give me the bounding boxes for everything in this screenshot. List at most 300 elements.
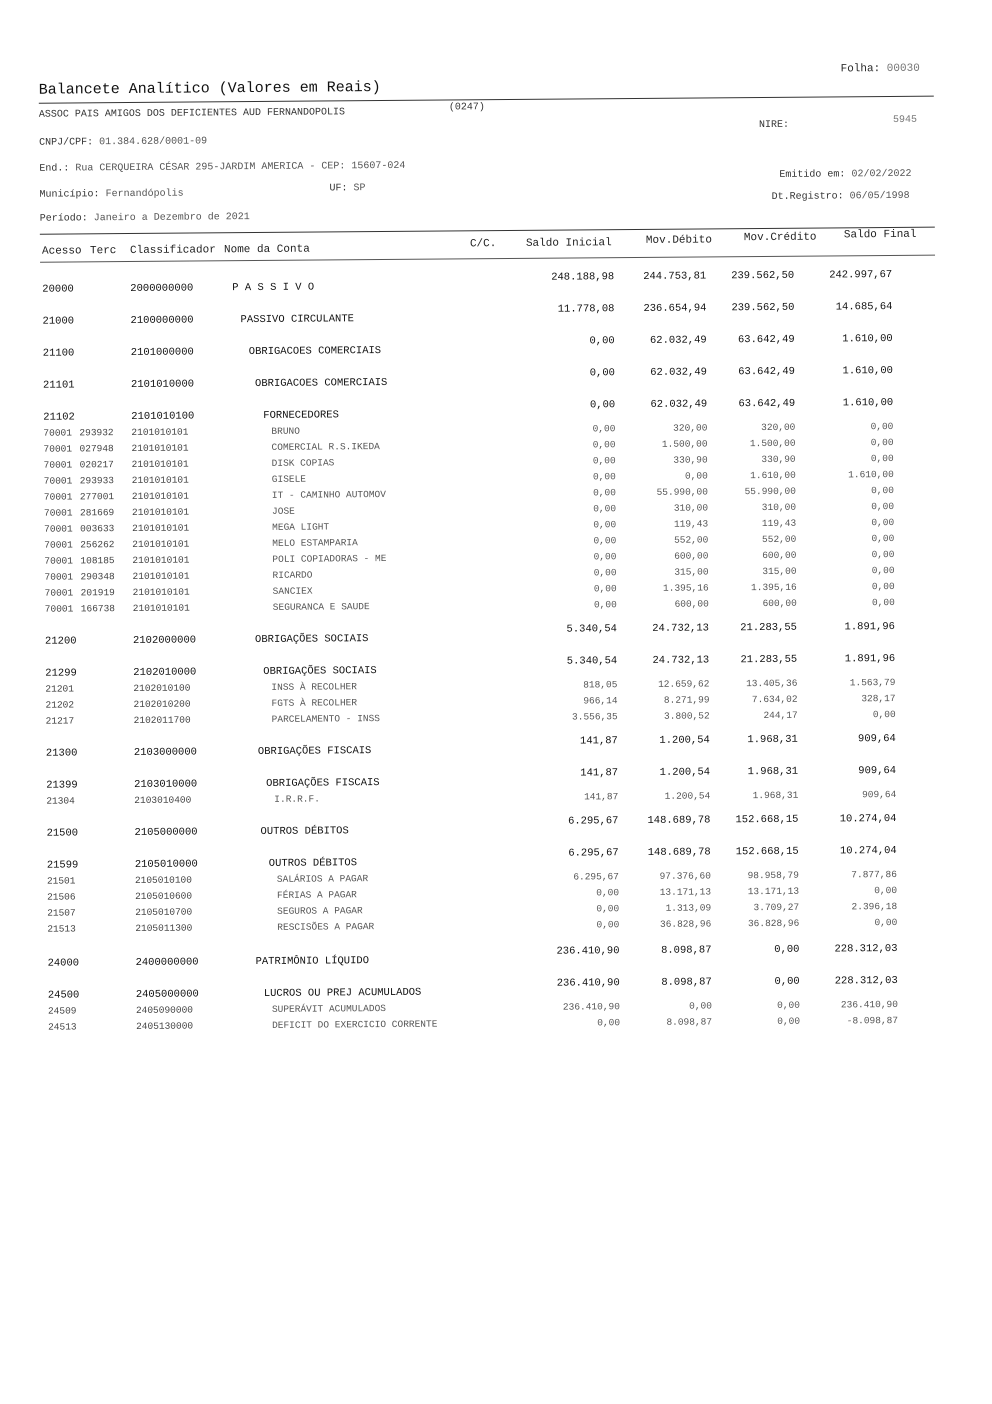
account-code: 70001: [43, 475, 73, 487]
saldo-inicial: 0,00: [593, 487, 616, 499]
mov-credito: 244,17: [763, 709, 798, 722]
account-code: 21599: [46, 859, 79, 872]
saldo-final: 0,00: [872, 708, 896, 721]
saldo-inicial: 0,00: [596, 903, 620, 915]
mov-debito: 0,00: [684, 470, 708, 482]
classifier-code: 2102011700: [133, 714, 191, 726]
saldo-final: 2.396,18: [851, 900, 898, 913]
saldo-final: 0,00: [870, 452, 894, 465]
uf-value: SP: [353, 183, 366, 195]
third-party-code: 003633: [80, 523, 115, 535]
classifier-code: 2102010200: [133, 698, 191, 710]
periodo-value: Janeiro a Dezembro de 2021: [93, 212, 250, 225]
table-row: [44, 620, 945, 652]
saldo-final: 0,00: [874, 884, 898, 897]
saldo-inicial: 0,00: [593, 519, 617, 531]
mov-credito: 63.642,49: [737, 333, 795, 347]
endereco-value: Rua CERQUEIRA CÉSAR 295-JARDIM AMERICA - CEP: 15607-024: [75, 160, 406, 175]
saldo-inicial: 0,00: [592, 423, 616, 435]
classifier-code: 2103010000: [134, 778, 198, 791]
account-code: 21201: [45, 683, 74, 695]
saldo-final: 909,64: [862, 788, 897, 801]
classifier-code: 2101000000: [130, 346, 194, 359]
saldo-final: 14.685,64: [835, 301, 893, 314]
col-mov-debito: Mov.Débito: [645, 234, 712, 247]
registro-label: Dt.Registro:: [771, 191, 844, 203]
saldo-final: 0,00: [870, 420, 894, 433]
third-party-code: 166738: [80, 603, 116, 615]
mov-credito: 152.668,15: [735, 813, 799, 827]
account-name: POLI COPIADORAS - ME: [272, 552, 387, 565]
account-code: 70001: [44, 571, 74, 583]
mov-debito: 3.800,52: [663, 710, 710, 722]
mov-debito: 12.659,62: [658, 678, 710, 690]
registro-value: 06/05/1998: [849, 190, 910, 203]
col-acesso: Acesso: [41, 245, 82, 258]
account-name: DISK COPIAS: [271, 457, 335, 469]
folha-value: 00030: [886, 62, 920, 76]
classifier-code: 2405000000: [135, 988, 199, 1001]
classifier-code: 2405130000: [136, 1020, 194, 1032]
mov-credito: 63.642,49: [738, 397, 796, 411]
account-code: 21100: [42, 347, 75, 360]
account-code: 24509: [47, 1005, 77, 1017]
mov-debito: 320,00: [673, 422, 708, 434]
table-row: [42, 364, 943, 396]
saldo-inicial: 5.340,54: [566, 655, 618, 668]
mov-debito: 8.098,87: [666, 1016, 713, 1028]
mov-debito: 330,90: [673, 454, 708, 466]
classifier-code: 2101010101: [131, 458, 189, 470]
mov-debito: 1.395,16: [662, 582, 709, 594]
third-party-code: 290348: [80, 571, 115, 583]
account-name: SUPERÁVIT ACUMULADOS: [271, 1002, 387, 1015]
mov-debito: 1.200,54: [664, 790, 711, 802]
account-code: 70001: [44, 555, 73, 567]
classifier-code: 2101010000: [130, 378, 195, 391]
account-code: 24500: [47, 989, 80, 1002]
mov-credito: 1.968,31: [747, 765, 799, 779]
mov-credito: 119,43: [761, 517, 797, 530]
uf-label: UF:: [329, 183, 348, 195]
mov-debito: 36.828,96: [659, 918, 712, 930]
saldo-inicial: 141,87: [584, 791, 619, 803]
account-name: OBRIGAÇÕES SOCIAIS: [263, 665, 377, 678]
third-party-code: 201919: [80, 587, 115, 599]
saldo-inicial: 0,00: [592, 471, 616, 483]
folha-label: Folha:: [840, 63, 881, 76]
saldo-final: 1.610,00: [842, 396, 894, 410]
mov-credito: 13.171,13: [747, 885, 800, 898]
account-code: 21202: [45, 699, 75, 711]
account-name: PARCELAMENTO - INSS: [271, 713, 381, 725]
mov-credito: 1.968,31: [747, 733, 798, 747]
account-name: OUTROS DÉBITOS: [260, 825, 349, 838]
saldo-final: 10.274,04: [839, 812, 897, 826]
saldo-inicial: 236.410,90: [556, 977, 620, 990]
saldo-inicial: 141,87: [579, 735, 618, 748]
saldo-final: 1.891,96: [844, 620, 895, 634]
account-name: SALÁRIOS A PAGAR: [276, 873, 369, 885]
mov-debito: 148.689,78: [647, 814, 711, 827]
table-row: [42, 269, 942, 300]
account-code: 21304: [46, 795, 75, 807]
third-party-code: 293932: [79, 427, 114, 439]
entity-code: (0247): [448, 102, 485, 114]
mov-credito: 0,00: [777, 999, 800, 1011]
saldo-inicial: 248.188,98: [551, 271, 615, 284]
third-party-code: 027948: [79, 443, 114, 455]
account-name: IT - CAMINHO AUTOMOV: [271, 488, 386, 501]
third-party-code: 293933: [79, 475, 115, 487]
saldo-final: 0,00: [871, 500, 895, 513]
account-code: 21506: [47, 891, 76, 903]
account-name: FÉRIAS A PAGAR: [276, 889, 357, 901]
account-code: 21513: [47, 923, 76, 935]
account-name: RESCISÕES A PAGAR: [277, 921, 375, 933]
account-code: 21000: [42, 315, 75, 328]
saldo-final: 0,00: [871, 484, 894, 497]
classifier-code: 2101010101: [131, 474, 189, 486]
classifier-code: 2101010101: [132, 602, 190, 614]
account-code: 70001: [44, 603, 74, 615]
saldo-inicial: 0,00: [596, 919, 620, 931]
saldo-inicial: 6.295,67: [568, 847, 619, 860]
mov-debito: 236.654,94: [643, 302, 707, 315]
saldo-inicial: 3.556,35: [571, 711, 618, 723]
account-name: PATRIMÔNIO LÍQUIDO: [255, 955, 370, 969]
saldo-inicial: 0,00: [593, 583, 617, 595]
saldo-inicial: 6.295,67: [573, 871, 619, 883]
saldo-final: 236.410,90: [840, 998, 898, 1011]
mov-debito: 8.098,87: [661, 944, 712, 957]
classifier-code: 2101010101: [131, 506, 190, 518]
saldo-inicial: 0,00: [593, 503, 617, 515]
saldo-final: 1.563,79: [849, 676, 896, 689]
col-mov-credito: Mov.Crédito: [743, 231, 817, 245]
registro: [772, 191, 910, 203]
saldo-inicial: 0,00: [596, 887, 620, 899]
mov-debito: 315,00: [674, 566, 709, 578]
saldo-final: 0,00: [870, 436, 894, 449]
saldo-final: 1.610,00: [848, 468, 894, 481]
mov-credito: 55.990,00: [744, 485, 796, 498]
col-nome: Nome da Conta: [223, 243, 310, 257]
uf: [329, 183, 365, 194]
saldo-inicial: 0,00: [589, 367, 615, 380]
classifier-code: 2101010101: [131, 490, 189, 502]
third-party-code: 108185: [80, 555, 115, 567]
table-row: [47, 942, 948, 974]
account-code: 24513: [48, 1021, 77, 1033]
mov-debito: 8.098,87: [661, 976, 712, 989]
classifier-code: 2102010000: [133, 666, 197, 679]
saldo-final: 228.312,03: [834, 974, 898, 988]
mov-debito: 600,00: [674, 550, 709, 562]
cnpj-value: 01.384.628/0001-09: [99, 136, 208, 149]
classifier-code: 2101010100: [131, 410, 195, 423]
account-name: P A S S I V O: [232, 281, 315, 295]
mov-debito: 1.313,09: [665, 902, 712, 914]
account-name: FGTS À RECOLHER: [271, 697, 358, 709]
saldo-inicial: 0,00: [589, 335, 615, 348]
mov-credito: 3.709,27: [753, 901, 800, 914]
saldo-final: 909,64: [857, 732, 896, 746]
saldo-final: 0,00: [871, 516, 895, 529]
mov-debito: 119,43: [673, 518, 709, 530]
third-party-code: 281669: [79, 507, 115, 519]
saldo-final: 0,00: [871, 580, 895, 593]
mov-credito: 0,00: [774, 975, 800, 988]
mov-debito: 552,00: [674, 534, 709, 546]
saldo-final: 10.274,04: [839, 844, 897, 858]
account-code: 21507: [47, 907, 76, 919]
mov-debito: 97.376,60: [659, 870, 711, 882]
saldo-final: 0,00: [871, 564, 895, 577]
account-name: DEFICIT DO EXERCICIO CORRENTE: [272, 1018, 438, 1031]
mov-debito: 24.732,13: [652, 622, 710, 635]
mov-debito: 62.032,49: [650, 398, 708, 411]
account-name: JOSE: [271, 505, 295, 517]
entity-name: ASSOC PAIS AMIGOS DOS DEFICIENTES AUD FERNANDOPOLIS: [38, 107, 346, 121]
account-name: OBRIGACOES COMERCIAIS: [254, 376, 388, 391]
mov-debito: 0,00: [689, 1000, 712, 1012]
saldo-inicial: 0,00: [597, 1017, 621, 1029]
account-name: SEGUROS A PAGAR: [277, 905, 363, 917]
saldo-inicial: 236.410,90: [556, 945, 620, 958]
saldo-inicial: 0,00: [593, 599, 617, 611]
mov-credito: 0,00: [774, 943, 800, 956]
saldo-final: 0,00: [871, 548, 895, 561]
balancete-table: [42, 261, 942, 1033]
table-row: [42, 301, 942, 332]
saldo-inicial: 11.778,08: [557, 303, 615, 316]
col-cc: C/C.: [469, 238, 497, 251]
classifier-code: 2101010101: [131, 442, 189, 454]
classifier-code: 2101010101: [132, 538, 190, 550]
account-code: 70001: [44, 523, 73, 535]
nire-value: 5945: [892, 114, 918, 126]
cnpj: [39, 136, 207, 148]
saldo-final: 242.997,67: [829, 269, 893, 282]
saldo-inicial: 141,87: [580, 767, 619, 780]
folha: [841, 63, 920, 76]
account-name: SEGURANCA E SAUDE: [272, 601, 370, 613]
account-name: OBRIGACOES COMERCIAIS: [248, 345, 382, 359]
mov-debito: 600,00: [674, 598, 709, 610]
mov-credito: 315,00: [762, 565, 797, 578]
account-name: PASSIVO CIRCULANTE: [240, 313, 354, 327]
account-name: OBRIGAÇÕES SOCIAIS: [254, 633, 369, 647]
saldo-inicial: 0,00: [593, 567, 617, 579]
saldo-inicial: 0,00: [589, 399, 616, 412]
classifier-code: 2102010100: [133, 682, 191, 694]
page-title: Balancete Analítico (Valores em Reais): [38, 79, 381, 99]
classifier-code: 2105010700: [135, 906, 193, 918]
mov-credito: 320,00: [761, 421, 796, 434]
mov-debito: 1.200,54: [659, 766, 711, 779]
mov-credito: 1.968,31: [752, 789, 799, 802]
account-name: GISELE: [271, 473, 307, 485]
account-name: INSS À RECOLHER: [271, 681, 357, 693]
account-code: 70001: [43, 507, 73, 519]
mov-credito: 310,00: [761, 501, 797, 514]
mov-debito: 1.500,00: [661, 438, 708, 450]
mov-credito: 7.634,02: [751, 693, 798, 706]
account-code: 21102: [43, 411, 75, 424]
table-row: [46, 812, 947, 844]
account-code: 21501: [46, 875, 76, 887]
account-code: 70001: [44, 587, 74, 599]
mov-debito: 310,00: [673, 502, 709, 514]
account-code: 70001: [43, 491, 73, 503]
classifier-code: 2101010101: [132, 554, 190, 566]
mov-credito: 13.405,36: [746, 677, 798, 690]
endereco: [39, 161, 405, 175]
account-code: 20000: [42, 283, 74, 296]
classifier-code: 2103010400: [134, 794, 192, 806]
mov-debito: 8.271,99: [663, 694, 710, 706]
saldo-final: 1.891,96: [844, 652, 896, 666]
classifier-code: 2105010600: [135, 890, 193, 902]
saldo-final: 0,00: [871, 596, 895, 609]
classifier-code: 2101010101: [131, 426, 189, 438]
account-name: OBRIGAÇÕES FISCAIS: [266, 777, 380, 790]
account-name: I.R.R.F.: [274, 793, 320, 805]
mov-debito: 62.032,49: [650, 366, 707, 379]
endereco-label: End.:: [39, 163, 70, 175]
mov-debito: 13.171,13: [659, 886, 712, 898]
mov-credito: 1.395,16: [750, 581, 797, 594]
periodo: [40, 212, 250, 225]
mov-debito: 55.990,00: [656, 486, 708, 498]
emitido-label: Emitido em:: [779, 169, 846, 181]
saldo-final: 1.610,00: [842, 332, 893, 346]
mov-credito: 1.500,00: [749, 437, 796, 450]
saldo-inicial: 0,00: [592, 455, 616, 467]
classifier-code: 2103000000: [133, 746, 197, 759]
table-row: [45, 732, 946, 764]
mov-credito: 0,00: [777, 1015, 801, 1027]
mov-debito: 24.732,13: [652, 654, 710, 667]
mov-credito: 63.642,49: [738, 365, 795, 379]
classifier-code: 2101010101: [132, 586, 190, 598]
account-name: BRUNO: [271, 425, 300, 437]
saldo-final: 328,17: [861, 692, 896, 705]
account-code: 24000: [47, 957, 80, 970]
mov-credito: 21.283,55: [740, 653, 798, 667]
classifier-code: 2102000000: [132, 634, 197, 647]
classifier-code: 2000000000: [130, 282, 194, 295]
saldo-final: 0,00: [871, 532, 895, 545]
saldo-inicial: 0,00: [592, 439, 616, 451]
account-code: 70001: [43, 459, 73, 471]
mov-debito: 1.200,54: [659, 734, 710, 747]
municipio-value: Fernandópolis: [105, 188, 184, 201]
mov-debito: 62.032,49: [649, 334, 707, 347]
classifier-code: 2100000000: [130, 314, 194, 327]
account-name: RICARDO: [272, 569, 313, 581]
account-code: 21399: [46, 779, 78, 792]
mov-credito: 600,00: [762, 597, 797, 610]
saldo-inicial: 0,00: [593, 535, 617, 547]
account-name: FORNECEDORES: [263, 409, 339, 422]
cnpj-label: CNPJ/CPF:: [39, 137, 94, 149]
saldo-final: 909,64: [858, 764, 897, 778]
saldo-final: 1.610,00: [842, 364, 893, 378]
mov-credito: 330,90: [761, 453, 796, 466]
account-name: MEGA LIGHT: [272, 521, 330, 533]
saldo-inicial: 5.340,54: [566, 623, 618, 636]
table-row: [42, 332, 943, 364]
municipio: [39, 189, 183, 201]
classifier-code: 2101010101: [132, 522, 190, 534]
saldo-inicial: 818,05: [583, 679, 618, 691]
account-code: 70001: [43, 427, 72, 439]
account-code: 70001: [43, 443, 73, 455]
municipio-label: Município:: [39, 189, 100, 201]
saldo-inicial: 236.410,90: [562, 1001, 620, 1013]
account-code: 21300: [45, 747, 78, 760]
classifier-code: 2405090000: [135, 1004, 193, 1016]
saldo-final: -8.098,87: [846, 1014, 899, 1027]
third-party-code: 020217: [79, 459, 114, 471]
account-code: 21101: [42, 379, 75, 392]
mov-debito: 244.753,81: [643, 270, 707, 283]
classifier-code: 2105010100: [134, 874, 192, 886]
account-name: MELO ESTAMPARIA: [272, 537, 358, 549]
saldo-inicial: 966,14: [583, 695, 618, 707]
mov-credito: 98.958,79: [747, 869, 799, 882]
account-code: 21200: [44, 635, 77, 648]
nire-label: NIRE:: [758, 119, 790, 132]
account-code: 21299: [45, 667, 77, 680]
third-party-code: 277001: [79, 491, 115, 503]
account-name: SANCIEX: [272, 585, 313, 597]
account-code: 70001: [44, 539, 73, 551]
mov-credito: 152.668,15: [735, 845, 799, 859]
account-code: 21500: [46, 827, 79, 840]
mov-credito: 36.828,96: [747, 917, 800, 930]
emitido-value: 02/02/2022: [851, 168, 912, 181]
classifier-code: 2400000000: [135, 956, 199, 969]
col-saldo-inicial: Saldo Inicial: [525, 237, 612, 250]
saldo-inicial: 6.295,67: [568, 815, 619, 828]
classifier-code: 2105011300: [135, 922, 193, 934]
mov-credito: 21.283,55: [740, 621, 798, 635]
mov-credito: 1.610,00: [750, 469, 796, 482]
col-terc: Terc: [89, 245, 117, 258]
classifier-code: 2105010000: [134, 858, 198, 871]
classifier-code: 2105000000: [134, 826, 198, 839]
saldo-final: 228.312,03: [834, 942, 898, 956]
mov-credito: 239.562,50: [731, 301, 795, 315]
account-code: 21217: [45, 715, 75, 727]
col-saldo-final: Saldo Final: [843, 228, 917, 242]
classifier-code: 2101010101: [132, 570, 190, 582]
account-name: OBRIGAÇÕES FISCAIS: [257, 745, 372, 758]
mov-credito: 239.562,50: [731, 269, 795, 283]
periodo-label: Período:: [39, 213, 88, 225]
account-name: COMERCIAL R.S.IKEDA: [271, 441, 380, 453]
saldo-final: 7.877,86: [851, 868, 897, 881]
mov-credito: 600,00: [762, 549, 797, 562]
third-party-code: 256262: [80, 539, 115, 551]
account-name: OUTROS DÉBITOS: [268, 857, 358, 870]
col-classificador: Classificador: [129, 244, 216, 257]
emitido: [779, 169, 911, 181]
saldo-inicial: 0,00: [593, 551, 617, 563]
